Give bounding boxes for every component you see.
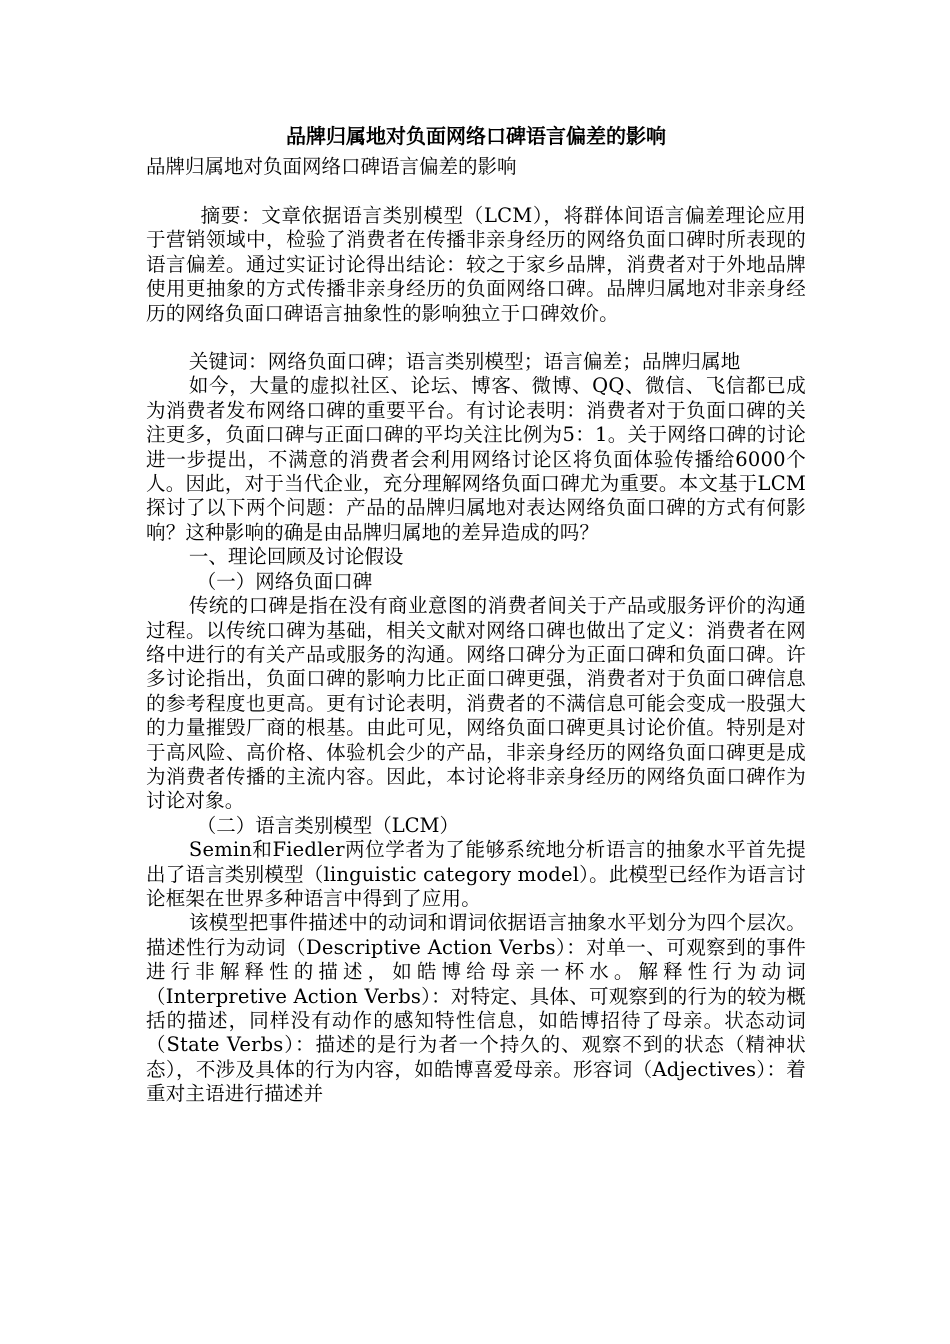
body-paragraph: 传统的口碑是指在没有商业意图的消费者间关于产品或服务评价的沟通过程。以传统口碑为基础，相关文献对网络口碑也做出了定义：消费者在网络中进行的有关产品或服务的沟通。网络口碑分为正面口碑和负面口碑。许多讨论指出，负面口碑的影响力比正面口碑更强，消费者对于负面口碑信息的参考程度也更高。更有讨论表明，消费者的不满信息可能会变成一股强大的力量摧毁厂商的根基。由此可见，网络负面口碑更具讨论价值。特别是对于高风险、高价格、体验机会少的产品，非亲身经历的网络负面口碑更是成为消费者传播的主流内容。因此，本讨论将非亲身经历的网络负面口碑作为讨论对象。 [146, 594, 806, 813]
keywords-paragraph: 关键词：网络负面口碑；语言类别模型；语言偏差；品牌归属地 [188, 350, 741, 374]
intro-paragraph: 如今，大量的虚拟社区、论坛、博客、微博、QQ、微信、飞信都已成为消费者发布网络口碑的重要平台。有讨论表明：消费者对于负面口碑的关注更多，负面口碑与正面口碑的平均关注比例为5：1。关于网络口碑的讨论进一步提出，不满意的消费者会利用网络讨论区将负面体验传播给6000个人。因此，对于当代企业，充分理解网络负面口碑尤为重要。本文基于LCM探讨了以下两个问题：产品的品牌归属地对表达网络负面口碑的方式有何影响？这种影响的确是由品牌归属地的差异造成的吗？ [146, 374, 806, 544]
document-title: 品牌归属地对负面网络口碑语言偏差的影响 [286, 124, 666, 148]
section-heading: 一、理论回顾及讨论假设 [188, 545, 404, 569]
spacer [146, 180, 806, 204]
spacer [146, 326, 806, 350]
subsection-heading: （二）语言类别模型（LCM） [196, 813, 460, 837]
abstract-paragraph: 摘要：文章依据语言类别模型（LCM），将群体间语言偏差理论应用于营销领域中，检验了消费者在传播非亲身经历的网络负面口碑时所表现的语言偏差。通过实证讨论得出结论：较之于家乡品牌，消费者对于外地品牌使用更抽象的方式传播非亲身经历的负面网络口碑。品牌归属地对非亲身经历的网络负面口碑语言抽象性的影响独立于口碑效价。 [146, 204, 806, 325]
subsection-heading: （一）网络负面口碑 [196, 569, 373, 593]
document-page [146, 118, 806, 1107]
body-paragraph: Semin和Fiedler两位学者为了能够系统地分析语言的抽象水平首先提出了语言类别模型（linguistic category model）。此模型已经作为语言讨论框架在世界多种语言中得到了应用。 [146, 838, 806, 910]
document-subtitle: 品牌归属地对负面网络口碑语言偏差的影响 [146, 155, 517, 178]
body-paragraph: 该模型把事件描述中的动词和谓词依据语言抽象水平划分为四个层次。描述性行为动词（Descriptive Action Verbs）：对单一、可观察到的事件进行非解释性的描述，如皓博给母亲一杯水。解释性行为动词（Interpretive Action Verbs）：对特定、具体、可观察到的行为的较为概括的描述，同样没有动作的感知特性信息，如皓博招待了母亲。状态动词（State Verbs）：描述的是行为者一个持久的、观察不到的状态（精神状态），不涉及具体的行为内容，如皓博喜爱母亲。形容词（Adjectives）：着重对主语进行描述并 [146, 911, 806, 1106]
